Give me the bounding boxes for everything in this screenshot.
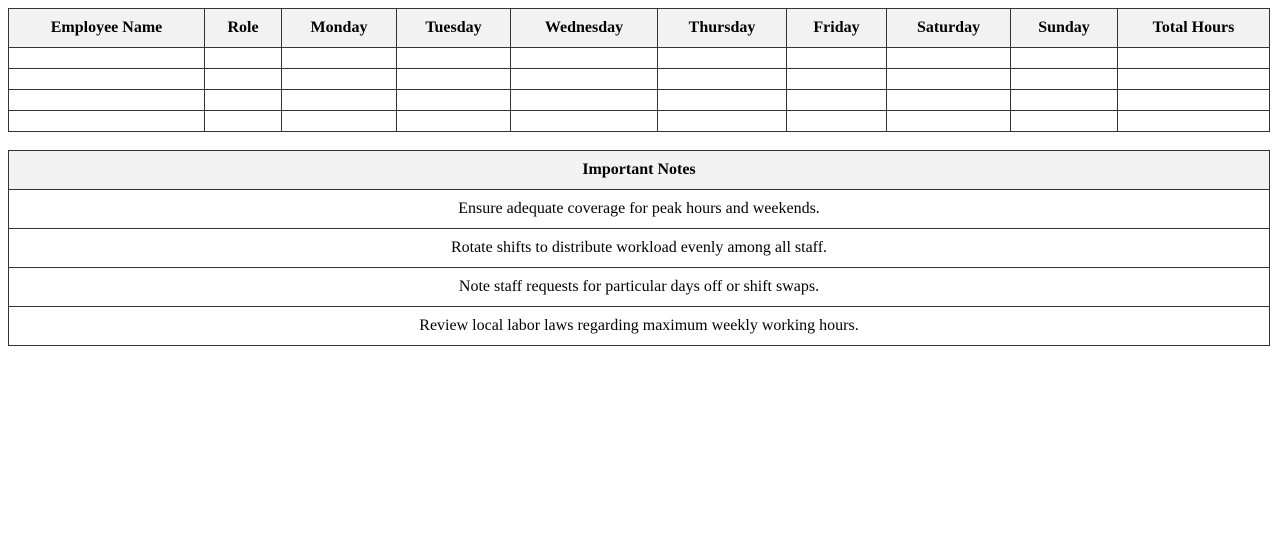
cell-thursday[interactable] xyxy=(658,69,787,90)
cell-employee-name[interactable] xyxy=(9,69,205,90)
list-item xyxy=(9,268,1270,307)
table-row xyxy=(9,111,1270,132)
cell-sunday[interactable] xyxy=(1011,90,1118,111)
notes-title: Important Notes xyxy=(9,151,1270,190)
cell-role[interactable] xyxy=(205,90,282,111)
cell-wednesday[interactable] xyxy=(511,111,658,132)
header-saturday: Saturday xyxy=(887,9,1011,48)
header-employee-name: Employee Name xyxy=(9,9,205,48)
header-sunday: Sunday xyxy=(1011,9,1118,48)
header-monday: Monday xyxy=(282,9,397,48)
header-tuesday: Tuesday xyxy=(397,9,511,48)
cell-monday[interactable] xyxy=(282,111,397,132)
cell-sunday[interactable] xyxy=(1011,69,1118,90)
cell-thursday[interactable] xyxy=(658,90,787,111)
cell-total-hours[interactable] xyxy=(1118,111,1270,132)
cell-employee-name[interactable] xyxy=(9,48,205,69)
list-item xyxy=(9,229,1270,268)
list-item xyxy=(9,190,1270,229)
cell-saturday[interactable] xyxy=(887,90,1011,111)
cell-friday[interactable] xyxy=(787,90,887,111)
header-role: Role xyxy=(205,9,282,48)
cell-employee-name[interactable] xyxy=(9,111,205,132)
header-thursday: Thursday xyxy=(658,9,787,48)
cell-tuesday[interactable] xyxy=(397,111,511,132)
cell-total-hours[interactable] xyxy=(1118,48,1270,69)
notes-header-row xyxy=(9,151,1270,190)
note-text: Ensure adequate coverage for peak hours and weekends. xyxy=(9,190,1270,229)
cell-thursday[interactable] xyxy=(658,48,787,69)
cell-role[interactable] xyxy=(205,48,282,69)
cell-wednesday[interactable] xyxy=(511,48,658,69)
cell-wednesday[interactable] xyxy=(511,69,658,90)
header-wednesday: Wednesday xyxy=(511,9,658,48)
list-item xyxy=(9,307,1270,346)
note-text: Note staff requests for particular days off or shift swaps. xyxy=(9,268,1270,307)
cell-saturday[interactable] xyxy=(887,48,1011,69)
cell-monday[interactable] xyxy=(282,48,397,69)
notes-table xyxy=(8,150,1270,346)
cell-employee-name[interactable] xyxy=(9,90,205,111)
note-text: Review local labor laws regarding maximum weekly working hours. xyxy=(9,307,1270,346)
cell-friday[interactable] xyxy=(787,111,887,132)
cell-role[interactable] xyxy=(205,111,282,132)
cell-tuesday[interactable] xyxy=(397,90,511,111)
schedule-table xyxy=(8,8,1270,132)
header-total-hours: Total Hours xyxy=(1118,9,1270,48)
cell-role[interactable] xyxy=(205,69,282,90)
cell-monday[interactable] xyxy=(282,69,397,90)
header-friday: Friday xyxy=(787,9,887,48)
cell-total-hours[interactable] xyxy=(1118,90,1270,111)
cell-tuesday[interactable] xyxy=(397,69,511,90)
note-text: Rotate shifts to distribute workload evenly among all staff. xyxy=(9,229,1270,268)
cell-friday[interactable] xyxy=(787,48,887,69)
table-row xyxy=(9,90,1270,111)
cell-wednesday[interactable] xyxy=(511,90,658,111)
table-row xyxy=(9,48,1270,69)
cell-saturday[interactable] xyxy=(887,69,1011,90)
cell-tuesday[interactable] xyxy=(397,48,511,69)
cell-thursday[interactable] xyxy=(658,111,787,132)
cell-monday[interactable] xyxy=(282,90,397,111)
cell-sunday[interactable] xyxy=(1011,111,1118,132)
schedule-header-row xyxy=(9,9,1270,48)
cell-friday[interactable] xyxy=(787,69,887,90)
cell-total-hours[interactable] xyxy=(1118,69,1270,90)
cell-saturday[interactable] xyxy=(887,111,1011,132)
table-row xyxy=(9,69,1270,90)
cell-sunday[interactable] xyxy=(1011,48,1118,69)
